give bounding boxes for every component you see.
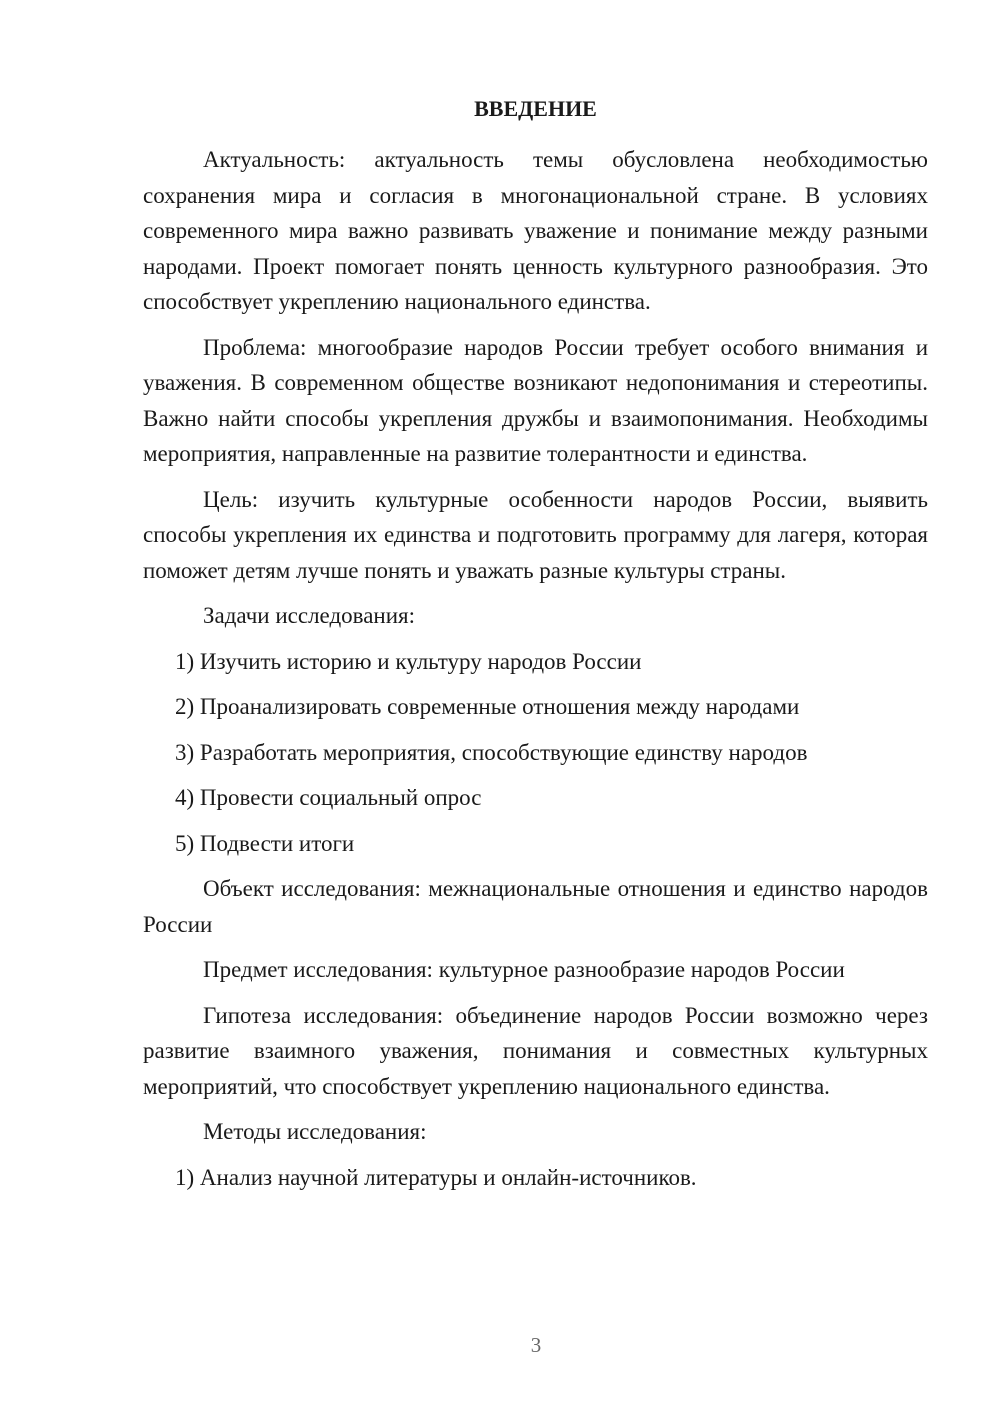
relevance-paragraph: Актуальность: актуальность темы обусловлена необходимостью сохранения мира и согласия в многонациональной стране. В условиях современного мира важно развивать уважение и понимание между разными народами. Проект помогает понять ценность культурного разнообразия. Это способствует укреплению национального единства. [143, 147, 928, 314]
subject-paragraph: Предмет исследования: культурное разнообразие народов России [203, 957, 845, 982]
tasks-list [143, 644, 928, 862]
page-number: 3 [530, 1333, 542, 1357]
section-title: ВВЕДЕНИЕ [474, 96, 597, 121]
methods-heading: Методы исследования: [203, 1119, 427, 1144]
task-item: 2) Проанализировать современные отношения между народами [175, 694, 800, 719]
task-item: 3) Разработать мероприятия, способствующие единству народов [175, 739, 808, 765]
document-page [143, 92, 928, 1205]
task-item: 4) Провести социальный опрос [175, 785, 482, 810]
problem-paragraph: Проблема: многообразие народов России требует особого внимания и уважения. В современном обществе возникают недопонимания и стереотипы. Важно найти способы укрепления дружбы и взаимопонимания. Необходимы мероприятия, направленные на развитие толерантности и единства. [143, 334, 928, 466]
method-item: 1) Анализ научной литературы и онлайн-источников. [175, 1164, 697, 1190]
task-item: 1) Изучить историю и культуру народов России [175, 648, 642, 674]
goal-paragraph: Цель: изучить культурные особенности народов России, выявить способы укрепления их единства и подготовить программу для лагеря, которая поможет детям лучше понять и уважать разные культуры страны. [143, 486, 928, 583]
tasks-heading: Задачи исследования: [203, 603, 416, 628]
object-paragraph: Объект исследования: межнациональные отношения и единство народов России [143, 876, 928, 937]
methods-list [143, 1160, 928, 1196]
hypothesis-paragraph: Гипотеза исследования: объединение народов России возможно через развитие взаимного уважения, понимания и совместных культурных мероприятий, что способствует укреплению национального единства. [143, 1002, 928, 1099]
task-item: 5) Подвести итоги [175, 830, 355, 856]
